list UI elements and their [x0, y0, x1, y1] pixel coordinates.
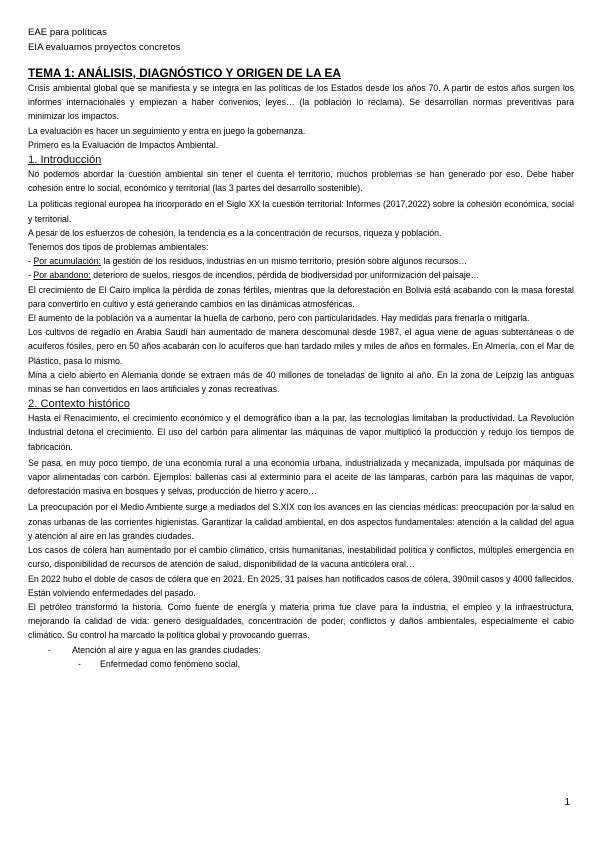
paragraph: Hasta el Renacimiento, el crecimiento económico y el demográfico iban a la par, las tecnologías limitaban la productividad. La Revolución Industrial detona el crecimiento. El uso del carbón para alimentar las máquinas de vapor multiplicó la producción y redujo los tiempos de fabricación.: [28, 413, 574, 452]
bullet-item-level-1: [28, 643, 574, 657]
chapter-title: TEMA 1: ANÁLISIS, DIAGNÓSTICO Y ORIGEN DE LA EA: [28, 66, 341, 80]
intro-paragraph-3: Primero es la Evaluación de Impactos Ambiental.: [28, 139, 219, 150]
bullet-text: Atención al aire y agua en las grandes ciudades:: [72, 644, 261, 655]
page-number: 1: [564, 797, 570, 808]
list-item-acumulacion: - Por acumulación: la gestión de los residuos, industrias en un mismo territorio, presión sobre algunos recursos…: [28, 256, 468, 267]
term-text: la gestión de los residuos, industrias en un mismo territorio, presión sobre algunos recursos…: [100, 256, 468, 267]
document-page: [28, 26, 574, 671]
paragraph: Se pasa, en muy poco tiempo, de una economía rural a una economía urbana, industrializada y mecanizada, impulsada por máquinas de vapor alimentadas con carbón. Ejemplos: ballenas casi al exterminio para el aceite de las lámparas, carbón para las máquinas de vapor, deforestación masiva en bosques y selvas, producción de hierro y acero…: [28, 457, 574, 497]
list-item-abandono: - Por abandono: deterioro de suelos, riesgos de incendios, pérdida de biodiversidad por uniformización del paisaje…: [28, 270, 480, 281]
paragraph: Están volviendo enfermedades del pasado.: [28, 587, 196, 598]
intro-paragraph-1: Crisis ambiental global que se manifiesta y se integra en las políticas de los Estados desde los años 70. A partir de estos años surgen los informes internacionales y empiezan a haber convenios, leyes… (la población lo reclama). Se desarrollan normas preventivas para minimizar los impactos.: [28, 83, 574, 122]
paragraph: No podemos abordar la cuestión ambiental sin tener el cuenta el territorio, muchos problemas se han generado por eso. Debe haber cohesión entre lo social, económico y territorial (las 3 partes del desarrollo sostenible).: [28, 169, 574, 194]
header-line-1: EAE para políticas: [28, 27, 107, 38]
paragraph: Tenemos dos tipos de problemas ambientales:: [28, 242, 209, 253]
paragraph: Mina a cielo abierto en Alemania donde se extraen más de 40 millones de toneladas de lignito al año. En la zona de Leipzig las antiguas minas se han convertidos en laos artificiales y zonas recreativas.: [28, 369, 574, 395]
bullet-item-level-2: [28, 657, 574, 671]
dash-bullet-icon: -: [48, 644, 51, 655]
paragraph: La políticas regional europea ha incorporado en el Siglo XX la cuestión territorial: Informes (2017,2022) sobre la cohesión económica, social y territorial.: [28, 199, 574, 224]
term-text: deterioro de suelos, riesgos de incendios, pérdida de biodiversidad por uniformización del paisaje…: [90, 270, 480, 281]
term-label: Por abandono:: [33, 270, 91, 281]
header-line-2: EIA evaluamos proyectos concretos: [28, 41, 181, 53]
paragraph: El petróleo transformó la historia. Como fuente de energía y materia prima fue clave para la industria, el empleo y la infraestructura, mejorando la calidad de vida: generó desigualdades, concentración de poder, conflictos y daños ambientales, especialmente el cabio climático. Su control ha marcado la política global y provocando guerras.: [28, 601, 574, 641]
term-label: Por acumulación:: [33, 256, 101, 267]
paragraph: El crecimiento de El Cairo implica la pérdida de zonas fértiles, mientras que la deforestación en Bolivia está acabando con la masa forestal para convertirlo en cultivo y está generando cambios en las dinámicas atmosféricas.: [28, 284, 574, 309]
intro-paragraph-2: La evaluación es hacer un seguimiento y entra en juego la gobernanza.: [28, 125, 306, 136]
dash-bullet-icon: -: [78, 658, 81, 669]
paragraph: El aumento de la población va a aumentar la huella de carbono, pero con particularidades. Hay medidas para frenarla o mitigarla.: [28, 313, 530, 324]
section-heading-contexto-historico: 2. Contexto histórico: [28, 398, 130, 411]
paragraph: En 2022 hubo el doble de casos de cólera que en 2021. En 2025, 31 países han notificados casos de cólera, 390mil casos y 4000 fallecidos.: [28, 573, 574, 584]
paragraph: A pesar de los esfuerzos de cohesión, la tendencia es a la concentración de recursos, riqueza y población.: [28, 227, 442, 238]
paragraph: Los cultivos de regadío en Arabia Saudí han aumentado de manera descomunal desde 1987, el agua viene de aguas subterráneas o de acuíferos fósiles, pero en 50 años acabarán con lo acuíferos que han tardado miles y miles de años en formales. En Almería, con el Mar de Plástico, pasa lo mismo.: [28, 327, 574, 366]
paragraph: La preocupación por el Medio Ambiente surge a mediados del S.XIX con los avances en las ciencias médicas: preocupación por la salud en zonas urbanas de las corrientes higienistas. Garantizar la calidad ambiental, en dos aspectos fundamentales: atención a la calidad del agua y atención al aire en las grandes ciudades.: [28, 502, 574, 541]
bullet-text: Enfermedad como fenómeno social,: [100, 658, 241, 669]
section-heading-introduccion: 1. Introducción: [28, 154, 102, 167]
paragraph: Los casos de cólera han aumentado por el cambio climático, crisis humanitarias, inestabilidad política y conflictos, múltiples emergencia en curso, disponibilidad de recursos de atención de salud, disponibilidad de la vacuna anticólera oral…: [28, 545, 574, 570]
